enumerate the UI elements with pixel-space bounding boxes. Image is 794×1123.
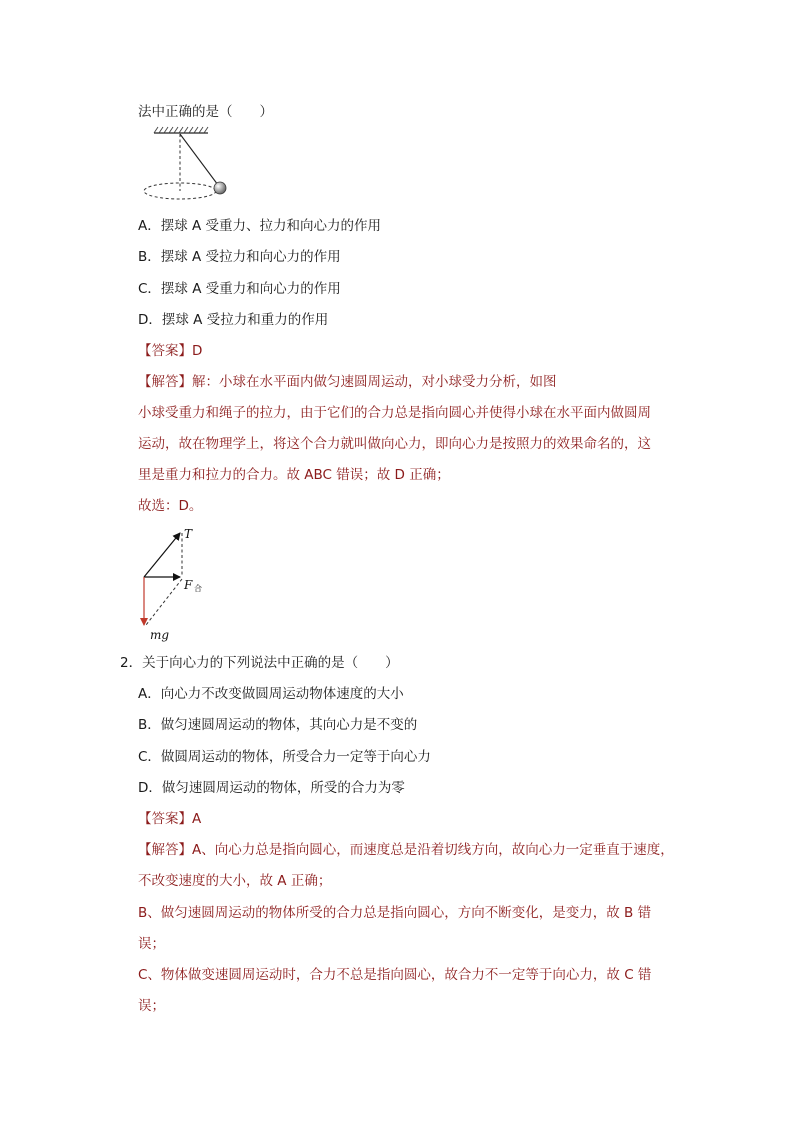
q2-analysis-line-1 xyxy=(138,840,674,860)
net-force-subscript: 合 xyxy=(194,584,202,593)
conical-pendulum-figure xyxy=(138,126,234,208)
q2-option-b: B．做匀速圆周运动的物体，其向心力是不变的 xyxy=(138,717,418,733)
q1-analysis-line-3: 运动，故在物理学上，将这个合力就叫做向心力，即向心力是按照力的效果命名的，这 xyxy=(138,436,651,452)
q1-option-a: A．摆球 A 受重力、拉力和向心力的作用 xyxy=(138,218,382,234)
q2-analysis-line-3: B、做匀速圆周运动的物体所受的合力总是指向圆心，方向不断变化，是变力，故 B 错 xyxy=(138,905,652,921)
q1-option-d: D．摆球 A 受拉力和重力的作用 xyxy=(138,312,329,328)
q2-analysis-text-1: A、向心力总是指向圆心，而速度总是沿着切线方向，故向心力一定垂直于速度， xyxy=(192,842,674,858)
tension-label: T xyxy=(184,527,193,541)
q1-analysis-line-1 xyxy=(138,372,557,392)
q2-answer-tag: 【答案】 xyxy=(138,811,192,827)
q1-analysis-line-2: 小球受重力和绳子的拉力，由于它们的合力总是指向圆心并使得小球在水平面内做圆周 xyxy=(138,405,651,421)
q1-answer-value: D xyxy=(192,343,203,359)
tension-arrow xyxy=(144,533,180,577)
q2-option-a: A．向心力不改变做圆周运动物体速度的大小 xyxy=(138,686,404,702)
q1-analysis-text-1: 解：小球在水平面内做匀速圆周运动，对小球受力分析，如图 xyxy=(192,374,557,390)
q1-option-c: C．摆球 A 受重力和向心力的作用 xyxy=(138,281,341,297)
q1-analysis-tag: 【解答】 xyxy=(138,374,192,390)
pendulum-string xyxy=(180,134,218,185)
q2-option-d: D．做匀速圆周运动的物体，所受的合力为零 xyxy=(138,780,405,796)
q2-answer-value: A xyxy=(192,811,202,827)
q2-analysis-line-6: 误； xyxy=(138,998,165,1014)
q1-answer-tag: 【答案】 xyxy=(138,343,192,359)
pendulum-ball xyxy=(214,182,226,194)
q1-answer-line xyxy=(138,341,202,361)
q2-stem: 2．关于向心力的下列说法中正确的是（ ） xyxy=(120,655,399,671)
q2-analysis-line-4: 误； xyxy=(138,936,165,952)
q1-option-b: B．摆球 A 受拉力和向心力的作用 xyxy=(138,249,341,265)
dashed-diagonal xyxy=(146,579,182,625)
q2-answer-line xyxy=(138,809,201,829)
q2-analysis-line-2: 不改变速度的大小，故 A 正确； xyxy=(138,873,332,889)
q1-analysis-line-5: 故选：D。 xyxy=(138,498,203,514)
q1-analysis-line-4: 里是重力和拉力的合力。故 ABC 错误；故 D 正确； xyxy=(138,467,450,483)
force-diagram xyxy=(136,524,216,644)
net-force-label: F xyxy=(184,578,193,592)
q2-option-c: C．做圆周运动的物体，所受合力一定等于向心力 xyxy=(138,749,431,765)
ceiling-hatch xyxy=(154,127,208,133)
q2-analysis-line-5: C、物体做变速圆周运动时，合力不总是指向圆心，故合力不一定等于向心力，故 C 错 xyxy=(138,967,652,983)
q2-analysis-tag: 【解答】 xyxy=(138,842,192,858)
q1-stem-tail: 法中正确的是（ ） xyxy=(138,104,273,120)
gravity-label: mg xyxy=(150,628,170,642)
